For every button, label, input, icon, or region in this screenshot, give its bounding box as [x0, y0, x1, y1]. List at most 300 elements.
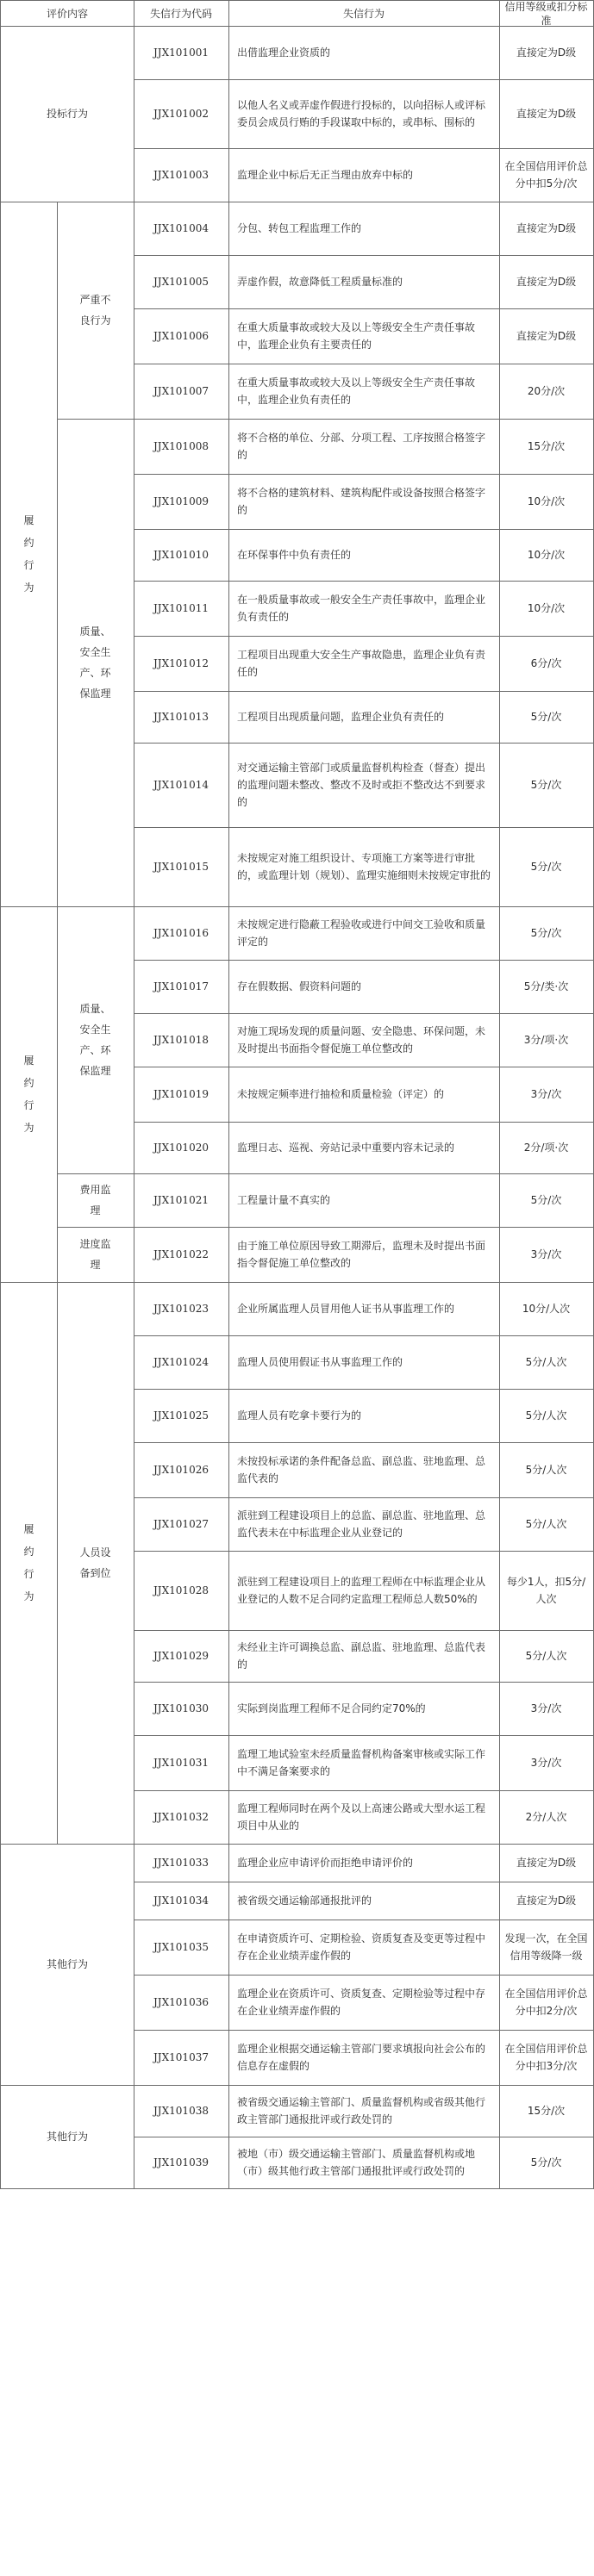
row-17-behavior: [228, 960, 499, 1013]
row-26-behavior-text: 未按投标承诺的条件配备总监、副总监、驻地监理、总监代表的: [237, 1455, 486, 1484]
group-divider: [0, 2085, 134, 2086]
row-13-behavior-text: 工程项目出现质量问题，监理企业负有责任的: [237, 711, 445, 723]
row-22-code: [134, 1227, 228, 1282]
header-code: [134, 1, 228, 26]
row-16-code: [134, 906, 228, 960]
subgroup-4-label: [57, 1173, 134, 1227]
row-15-standard: [499, 827, 593, 906]
row-30-standard-text: 3分/次: [530, 1702, 562, 1714]
row-22-standard: [499, 1227, 593, 1282]
subgroup-1-label-text: 严重不良行为: [79, 294, 111, 327]
row-23-behavior: [228, 1282, 499, 1335]
row-1-code: [134, 26, 228, 79]
row-1-behavior: [228, 26, 499, 79]
subgroup-3-label: [57, 906, 134, 1173]
row-12-code: [134, 636, 228, 691]
row-21-code-text: JJX101021: [153, 1194, 209, 1206]
row-26-standard: [499, 1442, 593, 1497]
row-23-standard-text: 10分/人次: [522, 1303, 571, 1315]
row-22-behavior-text: 由于施工单位原因导致工期滞后，监理未及时提出书面指令督促施工单位整改的: [237, 1240, 486, 1269]
row-31-standard: [499, 1735, 593, 1790]
row-5-behavior-text: 弄虚作假，故意降低工程质量标准的: [237, 276, 403, 288]
row-divider: [134, 1735, 594, 1736]
group-1-label-text: 投标行为: [46, 108, 88, 120]
row-38-behavior-text: 被省级交通运输主管部门、质量监督机构或省级其他行政主管部门通报批评或行政处罚的: [237, 2096, 486, 2125]
row-32-behavior-text: 监理工程师同时在两个及以上高速公路或大型水运工程项目中从业的: [237, 1802, 486, 1832]
row-11-standard-text: 10分/次: [527, 602, 566, 614]
row-11-behavior: [228, 581, 499, 636]
subgroup-2-label: [57, 419, 134, 906]
row-21-standard-text: 5分/次: [530, 1194, 562, 1206]
row-37-behavior-text: 监理企业根据交通运输主管部门要求填报向社会公布的信息存在虚假的: [237, 2043, 486, 2072]
row-divider: [134, 1790, 594, 1791]
row-15-standard-text: 5分/次: [530, 861, 562, 873]
row-2-standard: [499, 79, 593, 148]
row-29-code-text: JJX101029: [153, 1650, 209, 1662]
row-27-standard: [499, 1497, 593, 1551]
row-1-behavior-text: 出借监理企业资质的: [237, 47, 331, 59]
row-28-standard: [499, 1551, 593, 1630]
row-16-behavior-text: 未按规定进行隐蔽工程验收或进行中间交工验收和质量评定的: [237, 918, 486, 948]
row-37-code: [134, 2030, 228, 2085]
row-28-behavior: [228, 1551, 499, 1630]
row-33-code: [134, 1844, 228, 1882]
row-30-code: [134, 1682, 228, 1735]
row-33-standard-text: 直接定为D级: [516, 1857, 577, 1869]
subgroup-2-label-text: 质量、安全生产、环保监理: [79, 625, 111, 700]
subgroup-column-divider: [57, 906, 58, 1174]
row-35-standard: [499, 1920, 593, 1975]
row-38-code: [134, 2085, 228, 2137]
row-19-standard: [499, 1067, 593, 1122]
row-19-code-text: JJX101019: [153, 1088, 209, 1100]
row-9-standard-text: 10分/次: [527, 495, 566, 507]
row-divider: [134, 743, 594, 744]
row-11-behavior-text: 在一般质量事故或一般安全生产责任事故中，监理企业负有责任的: [237, 594, 486, 623]
row-12-behavior-text: 工程项目出现重大安全生产事故隐患，监理企业负有责任的: [237, 649, 486, 678]
row-6-standard: [499, 308, 593, 364]
row-33-behavior-text: 监理企业应申请评价而拒绝申请评价的: [237, 1857, 414, 1869]
group-4-label-text: 履约行为: [23, 1523, 34, 1602]
row-divider: [134, 1122, 594, 1123]
row-32-code-text: JJX101032: [153, 1811, 209, 1823]
header-behavior-text: 失信行为: [342, 7, 385, 20]
row-35-code: [134, 1920, 228, 1975]
row-8-behavior-text: 将不合格的单位、分部、分项工程、工序按照合格签字的: [237, 432, 486, 461]
row-2-code-text: JJX101002: [153, 108, 209, 120]
subgroup-column-divider: [57, 1282, 58, 1845]
row-20-behavior-text: 监理日志、巡视、旁站记录中重要内容未记录的: [237, 1142, 455, 1154]
row-divider: [134, 419, 594, 420]
row-36-code-text: JJX101036: [153, 1996, 209, 2008]
row-14-code-text: JJX101014: [153, 779, 209, 791]
row-23-behavior-text: 企业所属监理人员冒用他人证书从事监理工作的: [237, 1303, 455, 1315]
row-38-standard-text: 15分/次: [527, 2105, 566, 2117]
row-4-code: [134, 202, 228, 255]
row-divider: [134, 1389, 594, 1390]
row-27-behavior: [228, 1497, 499, 1551]
row-39-behavior: [228, 2137, 499, 2188]
row-25-code-text: JJX101025: [153, 1409, 209, 1422]
row-7-code: [134, 364, 228, 419]
row-10-standard: [499, 529, 593, 581]
row-7-behavior: [228, 364, 499, 419]
row-15-behavior: [228, 827, 499, 906]
row-31-code-text: JJX101031: [153, 1757, 209, 1769]
row-34-code: [134, 1882, 228, 1920]
row-10-code: [134, 529, 228, 581]
row-20-standard: [499, 1122, 593, 1173]
row-divider: [134, 636, 594, 637]
row-10-code-text: JJX101010: [153, 549, 209, 561]
row-37-behavior: [228, 2030, 499, 2085]
row-34-behavior-text: 被省级交通运输部通报批评的: [237, 1895, 372, 1907]
row-24-standard-text: 5分/人次: [525, 1356, 567, 1368]
row-6-behavior: [228, 308, 499, 364]
subgroup-4-label-text: 费用监理: [79, 1184, 111, 1216]
row-2-code: [134, 79, 228, 148]
row-34-behavior: [228, 1882, 499, 1920]
row-5-standard-text: 直接定为D级: [516, 276, 577, 288]
subgroup-divider: [57, 419, 134, 420]
row-32-behavior: [228, 1790, 499, 1844]
row-divider: [134, 1497, 594, 1498]
row-33-standard: [499, 1844, 593, 1882]
row-31-behavior-text: 监理工地试验室未经质量监督机构备案审核或实际工作中不满足备案要求的: [237, 1748, 486, 1777]
row-18-code-text: JJX101018: [153, 1034, 209, 1046]
row-divider: [134, 1630, 594, 1631]
row-16-code-text: JJX101016: [153, 927, 209, 939]
group-2-label: [1, 202, 57, 906]
row-8-code-text: JJX101008: [153, 440, 209, 452]
row-33-behavior: [228, 1844, 499, 1882]
table-bottom-border: [0, 2188, 594, 2189]
row-3-behavior-text: 监理企业中标后无正当理由放弃中标的: [237, 169, 414, 181]
row-28-code-text: JJX101028: [153, 1584, 209, 1596]
row-18-code: [134, 1013, 228, 1067]
row-26-standard-text: 5分/人次: [525, 1464, 567, 1476]
row-21-behavior-text: 工程量计量不真实的: [237, 1194, 331, 1206]
row-14-code: [134, 743, 228, 827]
row-27-standard-text: 5分/人次: [525, 1518, 567, 1530]
row-8-code: [134, 419, 228, 474]
row-24-code-text: JJX101024: [153, 1356, 209, 1368]
row-20-code: [134, 1122, 228, 1173]
subgroup-column-divider: [57, 1173, 58, 1228]
row-divider: [134, 1335, 594, 1336]
row-35-code-text: JJX101035: [153, 1941, 209, 1953]
row-27-code: [134, 1497, 228, 1551]
row-29-standard: [499, 1630, 593, 1682]
row-9-code: [134, 474, 228, 529]
row-11-code-text: JJX101011: [153, 602, 209, 614]
row-10-standard-text: 10分/次: [527, 549, 566, 561]
header-divider: [0, 26, 594, 27]
row-5-code-text: JJX101005: [153, 276, 209, 288]
row-3-behavior: [228, 148, 499, 202]
header-code-text: 失信行为代码: [149, 7, 212, 20]
row-2-behavior-text: 以他人名义或弄虚作假进行投标的，以向招标人或评标委员会成员行贿的手段谋取中标的，或串标、围标的: [237, 99, 486, 128]
row-30-standard: [499, 1682, 593, 1735]
subgroup-6-label-text: 人员设备到位: [79, 1546, 111, 1579]
subgroup-5-label: [57, 1227, 134, 1282]
standard-column-divider: [499, 0, 500, 2189]
row-16-behavior: [228, 906, 499, 960]
row-18-standard-text: 3分/项·次: [523, 1034, 569, 1046]
row-divider: [134, 581, 594, 582]
row-17-standard: [499, 960, 593, 1013]
header-category-text: 评价内容: [46, 7, 88, 20]
row-12-standard-text: 6分/次: [530, 657, 562, 669]
row-25-standard-text: 5分/人次: [525, 1409, 567, 1422]
row-23-standard: [499, 1282, 593, 1335]
behavior-column-divider: [228, 0, 229, 2189]
subgroup-5-label-text: 进度监理: [79, 1238, 111, 1271]
row-17-standard-text: 5分/类·次: [523, 980, 569, 992]
row-23-code-text: JJX101023: [153, 1303, 209, 1315]
row-divider: [134, 1442, 594, 1443]
row-37-code-text: JJX101037: [153, 2051, 209, 2063]
row-24-standard: [499, 1335, 593, 1389]
row-39-code-text: JJX101039: [153, 2156, 209, 2168]
row-30-behavior-text: 实际到岗监理工程师不足合同约定70%的: [237, 1702, 426, 1714]
row-divider: [134, 691, 594, 692]
row-22-behavior: [228, 1227, 499, 1282]
group-2-label-text: 履约行为: [23, 514, 34, 594]
row-19-standard-text: 3分/次: [530, 1088, 562, 1100]
row-34-standard: [499, 1882, 593, 1920]
row-30-code-text: JJX101030: [153, 1702, 209, 1714]
row-36-code: [134, 1975, 228, 2030]
row-13-behavior: [228, 691, 499, 743]
row-9-behavior-text: 将不合格的建筑材料、建筑构配件或设备按照合格签字的: [237, 487, 486, 516]
header-behavior: [228, 1, 499, 26]
subgroup-column-divider: [57, 202, 58, 420]
row-28-behavior-text: 派驻到工程建设项目上的监理工程师在中标监理企业从业登记的人数不足合同约定监理工程师总人数50%的: [237, 1576, 486, 1605]
row-31-code: [134, 1735, 228, 1790]
subgroup-divider: [57, 1173, 134, 1174]
row-20-behavior: [228, 1122, 499, 1173]
row-divider: [134, 148, 594, 149]
row-30-behavior: [228, 1682, 499, 1735]
group-3-label-text: 履约行为: [23, 1055, 34, 1134]
subgroup-column-divider: [57, 419, 58, 907]
subgroup-divider: [57, 906, 134, 907]
row-25-code: [134, 1389, 228, 1442]
row-23-code: [134, 1282, 228, 1335]
row-divider: [134, 1844, 594, 1845]
row-39-code: [134, 2137, 228, 2188]
row-9-code-text: JJX101009: [153, 495, 209, 507]
row-24-code: [134, 1335, 228, 1389]
subgroup-3-label-text: 质量、安全生产、环保监理: [79, 1003, 111, 1077]
row-17-code-text: JJX101017: [153, 980, 209, 992]
subgroup-1-label: [57, 202, 134, 419]
row-divider: [134, 474, 594, 475]
row-16-standard: [499, 906, 593, 960]
row-25-behavior-text: 监理人员有吃拿卡要行为的: [237, 1409, 362, 1422]
row-31-behavior: [228, 1735, 499, 1790]
row-6-behavior-text: 在重大质量事故或较大及以上等级安全生产责任事故中，监理企业负有主要责任的: [237, 321, 476, 351]
row-21-standard: [499, 1173, 593, 1227]
row-divider: [134, 1227, 594, 1228]
row-35-standard-text: 发现一次，在全国信用等级降一级: [504, 1932, 588, 1962]
row-15-behavior-text: 未按规定对施工组织设计、专项施工方案等进行审批的，或监理计划（规划）、监理实施细则未按规定审批的: [237, 852, 491, 881]
group-5-label: [1, 1844, 134, 2085]
row-36-standard-text: 在全国信用评价总分中扣2分/次: [504, 1988, 588, 2017]
table-left-border: [0, 0, 1, 2189]
table-top-border: [0, 0, 594, 1]
row-3-code: [134, 148, 228, 202]
row-34-standard-text: 直接定为D级: [516, 1895, 577, 1907]
row-21-behavior: [228, 1173, 499, 1227]
row-6-code-text: JJX101006: [153, 330, 209, 342]
row-19-behavior: [228, 1067, 499, 1122]
row-33-code-text: JJX101033: [153, 1857, 209, 1869]
row-20-code-text: JJX101020: [153, 1142, 209, 1154]
row-24-behavior-text: 监理人员使用假证书从事监理工作的: [237, 1356, 403, 1368]
row-4-standard: [499, 202, 593, 255]
row-5-standard: [499, 255, 593, 308]
subgroup-divider: [57, 1227, 134, 1228]
header-category: [1, 1, 134, 26]
row-18-standard: [499, 1013, 593, 1067]
row-divider: [134, 79, 594, 80]
row-26-behavior: [228, 1442, 499, 1497]
group-4-label: [1, 1282, 57, 1844]
row-31-standard-text: 3分/次: [530, 1757, 562, 1769]
row-36-behavior-text: 监理企业在资质许可、资质复查、定期检验等过程中存在企业业绩弄虚作假的: [237, 1988, 486, 2017]
header-standard-text: 信用等级或扣分标准: [504, 1, 588, 26]
row-22-code-text: JJX101022: [153, 1248, 209, 1260]
row-35-behavior-text: 在申请资质许可、定期检验、资质复查及变更等过程中存在企业业绩弄虚作假的: [237, 1932, 486, 1962]
row-divider: [134, 960, 594, 961]
row-14-behavior-text: 对交通运输主管部门或质量监督机构检查（督查）提出的监理问题未整改、整改不及时或拒不整改达不到要求的: [237, 762, 486, 808]
row-divider: [134, 1282, 594, 1283]
row-5-behavior: [228, 255, 499, 308]
row-11-standard: [499, 581, 593, 636]
row-4-standard-text: 直接定为D级: [516, 222, 577, 234]
row-16-standard-text: 5分/次: [530, 927, 562, 939]
row-divider: [134, 529, 594, 530]
row-7-behavior-text: 在重大质量事故或较大及以上等级安全生产责任事故中，监理企业负有责任的: [237, 376, 476, 406]
row-8-standard: [499, 419, 593, 474]
row-7-code-text: JJX101007: [153, 385, 209, 397]
row-7-standard-text: 20分/次: [527, 385, 566, 397]
row-14-standard-text: 5分/次: [530, 779, 562, 791]
row-17-code: [134, 960, 228, 1013]
subgroup-divider: [57, 1844, 134, 1845]
row-1-standard: [499, 26, 593, 79]
row-divider: [134, 1013, 594, 1014]
row-18-behavior: [228, 1013, 499, 1067]
row-29-behavior-text: 未经业主许可调换总监、副总监、驻地监理、总监代表的: [237, 1641, 486, 1671]
row-3-standard-text: 在全国信用评价总分中扣5分/次: [504, 160, 588, 190]
row-13-code-text: JJX101013: [153, 711, 209, 723]
row-39-standard: [499, 2137, 593, 2188]
row-1-code-text: JJX101001: [153, 47, 209, 59]
row-11-code: [134, 581, 228, 636]
row-13-standard: [499, 691, 593, 743]
row-8-behavior: [228, 419, 499, 474]
row-38-code-text: JJX101038: [153, 2105, 209, 2117]
row-15-code: [134, 827, 228, 906]
row-10-behavior: [228, 529, 499, 581]
row-18-behavior-text: 对施工现场发现的质量问题、安全隐患、环保问题，未及时提出书面指令督促施工单位整改的: [237, 1025, 486, 1055]
row-36-behavior: [228, 1975, 499, 2030]
row-7-standard: [499, 364, 593, 419]
row-4-behavior-text: 分包、转包工程监理工作的: [237, 222, 362, 234]
row-6-standard-text: 直接定为D级: [516, 330, 577, 342]
row-divider: [134, 2030, 594, 2031]
group-6-label: [1, 2085, 134, 2188]
row-4-behavior: [228, 202, 499, 255]
row-divider: [134, 308, 594, 309]
row-19-behavior-text: 未按规定频率进行抽检和质量检验（评定）的: [237, 1088, 445, 1100]
row-20-standard-text: 2分/项·次: [523, 1142, 569, 1154]
row-13-code: [134, 691, 228, 743]
row-10-behavior-text: 在环保事件中负有责任的: [237, 549, 352, 561]
row-divider: [134, 1975, 594, 1976]
row-14-standard: [499, 743, 593, 827]
row-37-standard: [499, 2030, 593, 2085]
row-32-code: [134, 1790, 228, 1844]
row-divider: [134, 1682, 594, 1683]
row-26-code: [134, 1442, 228, 1497]
row-19-code: [134, 1067, 228, 1122]
subgroup-6-label: [57, 1282, 134, 1844]
row-28-standard-text: 每少1人，扣5分/人次: [506, 1576, 586, 1605]
row-2-behavior: [228, 79, 499, 148]
row-divider: [134, 2085, 594, 2086]
row-34-code-text: JJX101034: [153, 1895, 209, 1907]
group-1-label: [1, 26, 134, 202]
row-38-behavior: [228, 2085, 499, 2137]
row-2-standard-text: 直接定为D级: [516, 108, 577, 120]
row-3-standard: [499, 148, 593, 202]
subgroup-column-divider: [57, 1227, 58, 1283]
row-25-behavior: [228, 1389, 499, 1442]
row-39-standard-text: 5分/次: [530, 2156, 562, 2168]
row-38-standard: [499, 2085, 593, 2137]
row-29-standard-text: 5分/人次: [525, 1650, 567, 1662]
row-3-code-text: JJX101003: [153, 169, 209, 181]
row-14-behavior: [228, 743, 499, 827]
row-6-code: [134, 308, 228, 364]
row-8-standard-text: 15分/次: [527, 440, 566, 452]
row-12-behavior: [228, 636, 499, 691]
row-1-standard-text: 直接定为D级: [516, 47, 577, 59]
row-15-code-text: JJX101015: [153, 861, 209, 873]
row-22-standard-text: 3分/次: [530, 1248, 562, 1260]
header-standard: [499, 1, 593, 26]
row-35-behavior: [228, 1920, 499, 1975]
subgroup-divider: [57, 1282, 134, 1283]
row-26-code-text: JJX101026: [153, 1464, 209, 1476]
row-9-standard: [499, 474, 593, 529]
row-29-behavior: [228, 1630, 499, 1682]
row-divider: [134, 1173, 594, 1174]
row-divider: [134, 255, 594, 256]
row-13-standard-text: 5分/次: [530, 711, 562, 723]
row-27-behavior-text: 派驻到工程建设项目上的总监、副总监、驻地监理、总监代表未在中标监理企业从业登记的: [237, 1509, 486, 1539]
row-divider: [134, 827, 594, 828]
group-5-label-text: 其他行为: [46, 1958, 88, 1970]
row-32-standard: [499, 1790, 593, 1844]
row-37-standard-text: 在全国信用评价总分中扣3分/次: [504, 2043, 588, 2072]
row-12-code-text: JJX101012: [153, 657, 209, 669]
row-29-code: [134, 1630, 228, 1682]
